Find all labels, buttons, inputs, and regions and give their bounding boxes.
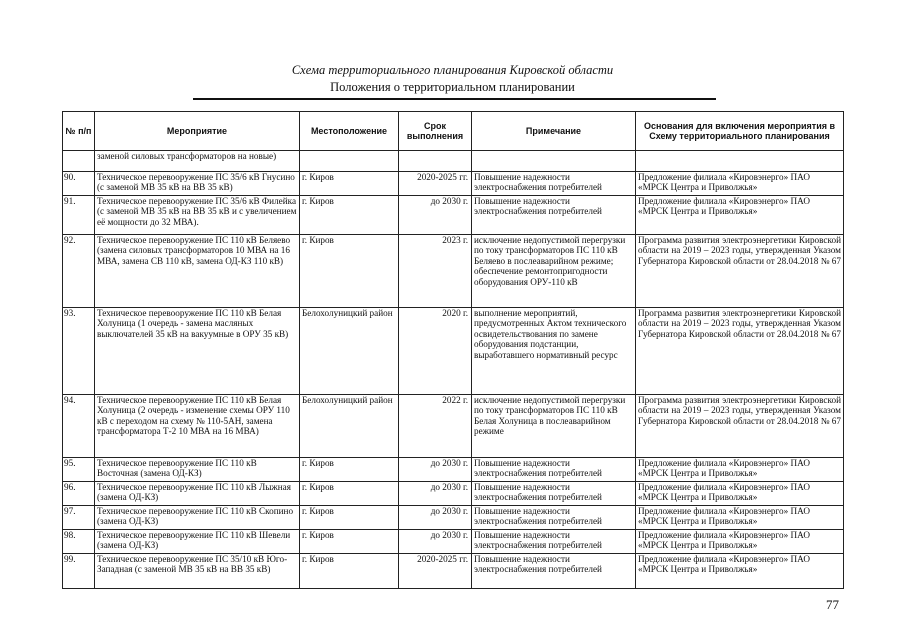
cell-term: до 2030 г.: [399, 196, 472, 235]
document-title: Схема территориального планирования Кировской области: [291, 63, 614, 77]
cell-number: 96.: [63, 482, 95, 506]
table-row: [63, 196, 844, 235]
cell-term: до 2030 г.: [399, 458, 472, 482]
cell-event: Техническое перевооружение ПС 110 кВ Белая Холуница (2 очередь - изменение схемы ОРУ 110 кВ с переходом на схему № 110-5АН, замена трансформатора Т-2 10 МВА на 16 МВА): [95, 395, 300, 458]
cell-basis: Предложение филиала «Кировэнерго» ПАО «МРСК Центра и Приволжья»: [636, 554, 844, 589]
column-header-number: № п/п: [63, 112, 95, 151]
cell-basis: Предложение филиала «Кировэнерго» ПАО «МРСК Центра и Приволжья»: [636, 506, 844, 530]
cell-basis: Программа развития электроэнергетики Кировской области на 2019 – 2023 годы, утвержденная Указом Губернатора Кировской области от 28.04.2018 № 67: [636, 308, 844, 395]
cell-location: г. Киров: [300, 554, 399, 589]
cell-event: Техническое перевооружение ПС 35/6 кВ Гнусино (с заменой МВ 35 кВ на ВВ 35 кВ): [95, 172, 300, 196]
cell-note: Повышение надежности электроснабжения потребителей: [472, 196, 636, 235]
measures-table: [62, 111, 844, 589]
cell-term: [399, 151, 472, 172]
cell-event: Техническое перевооружение ПС 110 кВ Восточная (замена ОД-КЗ): [95, 458, 300, 482]
table-row: [63, 395, 844, 458]
cell-note: Повышение надежности электроснабжения потребителей: [472, 530, 636, 554]
cell-event: Техническое перевооружение ПС 110 кВ Белая Холуница (1 очередь - замена масляных выключателей 35 кВ на вакуумные в ОРУ 35 кВ): [95, 308, 300, 395]
cell-number: 95.: [63, 458, 95, 482]
cell-event: заменой силовых трансформаторов на новые): [95, 151, 300, 172]
table-row: [63, 554, 844, 589]
cell-event: Техническое перевооружение ПС 110 кВ Шевели (замена ОД-КЗ): [95, 530, 300, 554]
cell-term: 2022 г.: [399, 395, 472, 458]
cell-location: Белохолуницкий район: [300, 395, 399, 458]
cell-note: исключение недопустимой перегрузки по току трансформаторов ПС 110 кВ Беляево в послеаварийном режиме; обеспечение ремонтопригодности оборудования ОРУ-110 кВ: [472, 235, 636, 308]
cell-note: Повышение надежности электроснабжения потребителей: [472, 554, 636, 589]
table-row-continuation: [63, 151, 844, 172]
cell-number: 94.: [63, 395, 95, 458]
cell-note: исключение недопустимой перегрузки по току трансформаторов ПС 110 кВ Белая Холуница в послеаварийном режиме: [472, 395, 636, 458]
cell-location: [300, 151, 399, 172]
cell-note: Повышение надежности электроснабжения потребителей: [472, 172, 636, 196]
cell-term: до 2030 г.: [399, 530, 472, 554]
page-number: 77: [826, 597, 839, 612]
cell-location: г. Киров: [300, 506, 399, 530]
cell-number: 99.: [63, 554, 95, 589]
cell-location: Белохолуницкий район: [300, 308, 399, 395]
cell-basis: Предложение филиала «Кировэнерго» ПАО «МРСК Центра и Приволжья»: [636, 172, 844, 196]
table-row: [63, 308, 844, 395]
cell-note: Повышение надежности электроснабжения потребителей: [472, 506, 636, 530]
cell-location: г. Киров: [300, 196, 399, 235]
cell-location: г. Киров: [300, 530, 399, 554]
column-header-event: Мероприятие: [95, 112, 300, 151]
header-underline: [193, 98, 716, 100]
table-header-row: [63, 112, 844, 151]
cell-number: 90.: [63, 172, 95, 196]
column-header-note: Примечание: [472, 112, 636, 151]
document-subtitle: Положения о территориальном планировании: [330, 80, 575, 94]
cell-number: 93.: [63, 308, 95, 395]
cell-number: 98.: [63, 530, 95, 554]
cell-term: 2020 г.: [399, 308, 472, 395]
cell-note: Повышение надежности электроснабжения потребителей: [472, 482, 636, 506]
cell-event: Техническое перевооружение ПС 110 кВ Беляево (замена силовых трансформаторов 10 МВА на 16 МВА, замена СВ 110 кВ, замена ОД-КЗ 110 кВ): [95, 235, 300, 308]
cell-basis: Предложение филиала «Кировэнерго» ПАО «МРСК Центра и Приволжья»: [636, 530, 844, 554]
cell-number: 92.: [63, 235, 95, 308]
cell-note: выполнение мероприятий, предусмотренных Актом технического освидетельствования по замене оборудования подстанции, выработавшего нормативный ресурс: [472, 308, 636, 395]
table-row: [63, 482, 844, 506]
cell-term: 2023 г.: [399, 235, 472, 308]
table-row: [63, 506, 844, 530]
cell-event: Техническое перевооружение ПС 35/6 кВ Филейка (с заменой МВ 35 кВ на ВВ 35 кВ и с увеличением её мощности до 32 МВА).: [95, 196, 300, 235]
cell-basis: [636, 151, 844, 172]
cell-location: г. Киров: [300, 482, 399, 506]
cell-basis: Предложение филиала «Кировэнерго» ПАО «МРСК Центра и Приволжья»: [636, 458, 844, 482]
cell-number: 91.: [63, 196, 95, 235]
table-row: [63, 235, 844, 308]
cell-number: 97.: [63, 506, 95, 530]
table-row: [63, 458, 844, 482]
table-row: [63, 530, 844, 554]
cell-basis: Предложение филиала «Кировэнерго» ПАО «МРСК Центра и Приволжья»: [636, 482, 844, 506]
cell-note: [472, 151, 636, 172]
cell-location: г. Киров: [300, 235, 399, 308]
cell-location: г. Киров: [300, 172, 399, 196]
cell-event: Техническое перевооружение ПС 110 кВ Скопино (замена ОД-КЗ): [95, 506, 300, 530]
cell-event: Техническое перевооружение ПС 110 кВ Лыжная (замена ОД-КЗ): [95, 482, 300, 506]
table-row: [63, 172, 844, 196]
cell-location: г. Киров: [300, 458, 399, 482]
cell-term: 2020-2025 гг.: [399, 172, 472, 196]
column-header-location: Местоположение: [300, 112, 399, 151]
cell-term: до 2030 г.: [399, 482, 472, 506]
cell-term: до 2030 г.: [399, 506, 472, 530]
cell-note: Повышение надежности электроснабжения потребителей: [472, 458, 636, 482]
cell-event: Техническое перевооружение ПС 35/10 кВ Юго-Западная (с заменой МВ 35 кВ на ВВ 35 кВ): [95, 554, 300, 589]
column-header-term: Срок выполнения: [399, 112, 472, 151]
cell-term: 2020-2025 гг.: [399, 554, 472, 589]
cell-number: [63, 151, 95, 172]
column-header-basis: Основания для включения мероприятия в Схему территориального планирования: [636, 112, 844, 151]
cell-basis: Программа развития электроэнергетики Кировской области на 2019 – 2023 годы, утвержденная Указом Губернатора Кировской области от 28.04.2018 № 67: [636, 395, 844, 458]
cell-basis: Программа развития электроэнергетики Кировской области на 2019 – 2023 годы, утвержденная Указом Губернатора Кировской области от 28.04.2018 № 67: [636, 235, 844, 308]
cell-basis: Предложение филиала «Кировэнерго» ПАО «МРСК Центра и Приволжья»: [636, 196, 844, 235]
